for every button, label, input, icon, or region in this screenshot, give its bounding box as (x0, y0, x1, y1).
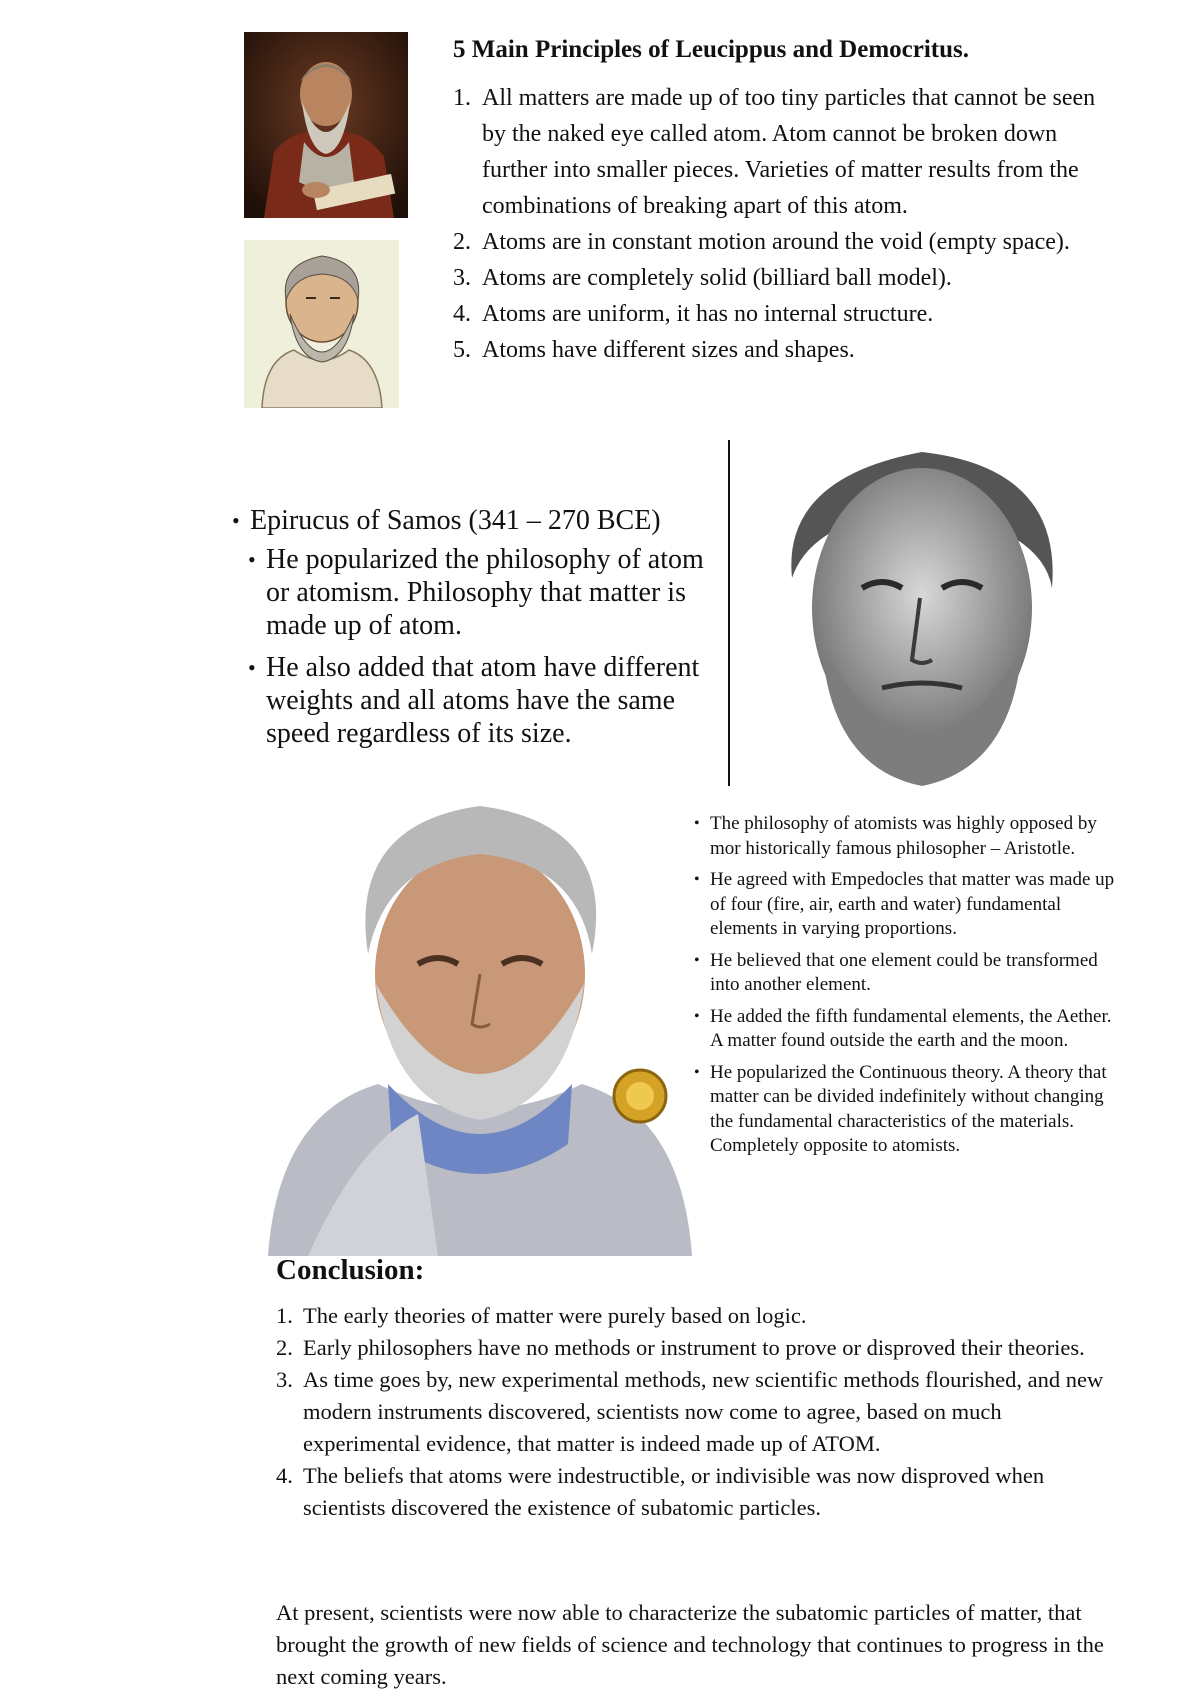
aristotle-point: • He believed that one element could be transformed into another element. (692, 949, 1124, 998)
conclusion-title: Conclusion: (276, 1254, 425, 1286)
principle-item (453, 296, 1113, 332)
conclusion-item (276, 1332, 1106, 1364)
conclusion-number: 4. (276, 1463, 293, 1488)
conclusion-number: 1. (276, 1303, 293, 1328)
principle-number: 1. (453, 85, 471, 111)
principles-list (453, 80, 1113, 368)
conclusion-number: 2. (276, 1335, 293, 1360)
aristotle-point: • He popularized the Continuous theory. A theory that matter can be divided indefinitely without changing the fundamental characteristics of the materials. Completely opposite to atomists. (692, 1061, 1124, 1159)
principle-text: Atoms are in constant motion around the void (empty space). (482, 229, 1070, 255)
aristotle-point: • The philosophy of atomists was highly opposed by mor historically famous philosopher – Aristotle. (692, 812, 1124, 861)
section-title-principles: 5 Main Principles of Leucippus and Democritus. (453, 36, 969, 63)
aristotle-portrait (268, 784, 692, 1256)
principle-text: Atoms are uniform, it has no internal structure. (482, 301, 934, 327)
epicurus-bust-image (762, 438, 1080, 786)
principle-item (453, 80, 1113, 224)
principle-text: All matters are made up of too tiny particles that cannot be seen by the naked eye called atom. Atom cannot be broken down further into smaller pieces. Varieties of matter results from the combinations of breaking apart of this atom. (482, 85, 1096, 219)
conclusion-text: Early philosophers have no methods or instrument to prove or disproved their theories. (303, 1335, 1085, 1360)
conclusion-item (276, 1364, 1106, 1460)
principle-number: 5. (453, 337, 471, 363)
democritus-portrait (244, 240, 399, 408)
epicurus-heading: • Epirucus of Samos (341 – 270 BCE) (230, 504, 720, 537)
principle-item (453, 224, 1113, 260)
conclusion-text: The early theories of matter were purely based on logic. (303, 1303, 807, 1328)
conclusion-text: As time goes by, new experimental methods, new scientific methods flourished, and new modern instruments discovered, scientists now come to agree, based on much experimental evidence, that matter is indeed made up of ATOM. (303, 1367, 1104, 1456)
conclusion-number: 3. (276, 1367, 293, 1392)
aristotle-point: • He added the fifth fundamental elements, the Aether. A matter found outside the earth and the moon. (692, 1005, 1124, 1054)
principle-number: 4. (453, 301, 471, 327)
epicurus-point: • He popularized the philosophy of atom or atomism. Philosophy that matter is made up of atom. (230, 543, 720, 642)
conclusion-item (276, 1460, 1106, 1524)
vertical-divider (728, 440, 730, 786)
conclusion-list (276, 1300, 1106, 1524)
conclusion-paragraph: At present, scientists were now able to characterize the subatomic particles of matter, that brought the growth of new fields of science and technology that continues to progress in the next coming years. (276, 1600, 1104, 1689)
principle-text: Atoms have different sizes and shapes. (482, 337, 855, 363)
aristotle-point: • He agreed with Empedocles that matter was made up of four (fire, air, earth and water) fundamental elements in varying proportions. (692, 868, 1124, 942)
principle-number: 2. (453, 229, 471, 255)
leucippus-portrait (244, 32, 408, 218)
epicurus-point: • He also added that atom have different weights and all atoms have the same speed regardless of its size. (230, 651, 720, 750)
principle-text: Atoms are completely solid (billiard ball model). (482, 265, 952, 291)
conclusion-item (276, 1300, 1106, 1332)
epicurus-section (230, 504, 720, 759)
conclusion-text: The beliefs that atoms were indestructible, or indivisible was now disproved when scientists discovered the existence of subatomic particles. (303, 1463, 1045, 1520)
principle-item (453, 260, 1113, 296)
epicurus-points (230, 543, 720, 750)
aristotle-points (692, 812, 1124, 1166)
principle-number: 3. (453, 265, 471, 291)
principle-item (453, 332, 1113, 368)
